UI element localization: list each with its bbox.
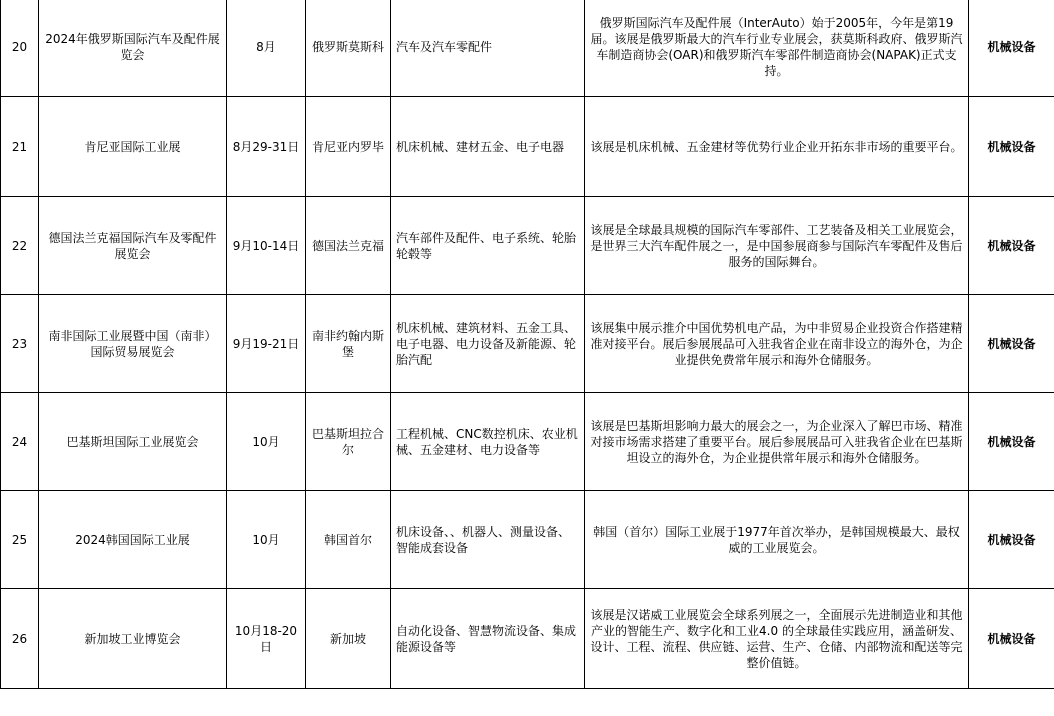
category-cell[interactable]: 机械设备 bbox=[969, 491, 1054, 589]
row-number-cell[interactable]: 22 bbox=[1, 197, 39, 295]
exhibition-name-cell[interactable]: 2024韩国国际工业展 bbox=[39, 491, 227, 589]
category-cell[interactable]: 机械设备 bbox=[969, 97, 1054, 197]
category-cell[interactable]: 机械设备 bbox=[969, 0, 1054, 97]
category-cell[interactable]: 机械设备 bbox=[969, 393, 1054, 491]
description-cell[interactable]: 该展是全球最具规模的国际汽车零部件、工艺装备及相关工业展览会，是世界三大汽车配件展之一，是中国参展商参与国际汽车零配件及售后服务的国际舞台。 bbox=[585, 197, 969, 295]
city-cell[interactable]: 南非约翰内斯堡 bbox=[306, 295, 391, 393]
exhibition-name-cell[interactable]: 2024年俄罗斯国际汽车及配件展览会 bbox=[39, 0, 227, 97]
exhibit-items-cell[interactable]: 自动化设备、智慧物流设备、集成能源设备等 bbox=[391, 589, 585, 689]
description-cell[interactable]: 该展是巴基斯坦影响力最大的展会之一，为企业深入了解巴市场、精准对接市场需求搭建了重要平台。展后参展展品可入驻我省企业在巴基斯坦设立的海外仓，为企业提供常年展示和海外仓储服务。 bbox=[585, 393, 969, 491]
table-row bbox=[1, 589, 1054, 689]
city-cell[interactable]: 韩国首尔 bbox=[306, 491, 391, 589]
row-number-cell[interactable]: 20 bbox=[1, 0, 39, 97]
exhibition-name-cell[interactable]: 新加坡工业博览会 bbox=[39, 589, 227, 689]
table-row bbox=[1, 295, 1054, 393]
exhibit-items-cell[interactable]: 机床机械、建筑材料、五金工具、电子电器、电力设备及新能源、轮胎汽配 bbox=[391, 295, 585, 393]
table-row bbox=[1, 197, 1054, 295]
exhibit-items-cell[interactable]: 机床机械、建材五金、电子电器 bbox=[391, 97, 585, 197]
category-cell[interactable]: 机械设备 bbox=[969, 197, 1054, 295]
category-cell[interactable]: 机械设备 bbox=[969, 295, 1054, 393]
date-cell[interactable]: 10月 bbox=[227, 491, 306, 589]
city-cell[interactable]: 德国法兰克福 bbox=[306, 197, 391, 295]
category-cell[interactable]: 机械设备 bbox=[969, 589, 1054, 689]
row-number-cell[interactable]: 21 bbox=[1, 97, 39, 197]
row-number-cell[interactable]: 26 bbox=[1, 589, 39, 689]
table-row bbox=[1, 97, 1054, 197]
exhibit-items-cell[interactable]: 汽车部件及配件、电子系统、轮胎轮毂等 bbox=[391, 197, 585, 295]
date-cell[interactable]: 8月29-31日 bbox=[227, 97, 306, 197]
exhibition-name-cell[interactable]: 德国法兰克福国际汽车及零配件展览会 bbox=[39, 197, 227, 295]
city-cell[interactable]: 巴基斯坦拉合尔 bbox=[306, 393, 391, 491]
description-cell[interactable]: 俄罗斯国际汽车及配件展（InterAuto）始于2005年，今年是第19届。该展是俄罗斯最大的汽车行业专业展会，获莫斯科政府、俄罗斯汽车制造商协会(OAR)和俄罗斯汽车零部件制造商协会(NAPAK)正式支持。 bbox=[585, 0, 969, 97]
description-cell[interactable]: 该展是机床机械、五金建材等优势行业企业开拓东非市场的重要平台。 bbox=[585, 97, 969, 197]
date-cell[interactable]: 9月10-14日 bbox=[227, 197, 306, 295]
exhibit-items-cell[interactable]: 汽车及汽车零配件 bbox=[391, 0, 585, 97]
table-row bbox=[1, 0, 1054, 97]
table-row bbox=[1, 393, 1054, 491]
table-row bbox=[1, 491, 1054, 589]
exhibition-name-cell[interactable]: 巴基斯坦国际工业展览会 bbox=[39, 393, 227, 491]
row-number-cell[interactable]: 23 bbox=[1, 295, 39, 393]
exhibition-name-cell[interactable]: 肯尼亚国际工业展 bbox=[39, 97, 227, 197]
city-cell[interactable]: 俄罗斯莫斯科 bbox=[306, 0, 391, 97]
date-cell[interactable]: 10月 bbox=[227, 393, 306, 491]
description-cell[interactable]: 该展是汉诺威工业展览会全球系列展之一，全面展示先进制造业和其他产业的智能生产、数字化和工业4.0 的全球最佳实践应用，涵盖研发、设计、工程、流程、供应链、运营、生产、仓储、内部物流和配送等完整价值链。 bbox=[585, 589, 969, 689]
date-cell[interactable]: 10月18-20日 bbox=[227, 589, 306, 689]
description-cell[interactable]: 韩国（首尔）国际工业展于1977年首次举办，是韩国规模最大、最权威的工业展览会。 bbox=[585, 491, 969, 589]
date-cell[interactable]: 9月19-21日 bbox=[227, 295, 306, 393]
description-cell[interactable]: 该展集中展示推介中国优势机电产品，为中非贸易企业投资合作搭建精准对接平台。展后参展展品可入驻我省企业在南非设立的海外仓，为企业提供免费常年展示和海外仓储服务。 bbox=[585, 295, 969, 393]
date-cell[interactable]: 8月 bbox=[227, 0, 306, 97]
exhibition-name-cell[interactable]: 南非国际工业展暨中国（南非）国际贸易展览会 bbox=[39, 295, 227, 393]
row-number-cell[interactable]: 24 bbox=[1, 393, 39, 491]
exhibit-items-cell[interactable]: 机床设备、、机器人、测量设备、智能成套设备 bbox=[391, 491, 585, 589]
city-cell[interactable]: 肯尼亚内罗毕 bbox=[306, 97, 391, 197]
row-number-cell[interactable]: 25 bbox=[1, 491, 39, 589]
city-cell[interactable]: 新加坡 bbox=[306, 589, 391, 689]
exhibit-items-cell[interactable]: 工程机械、CNC数控机床、农业机械、五金建材、电力设备等 bbox=[391, 393, 585, 491]
